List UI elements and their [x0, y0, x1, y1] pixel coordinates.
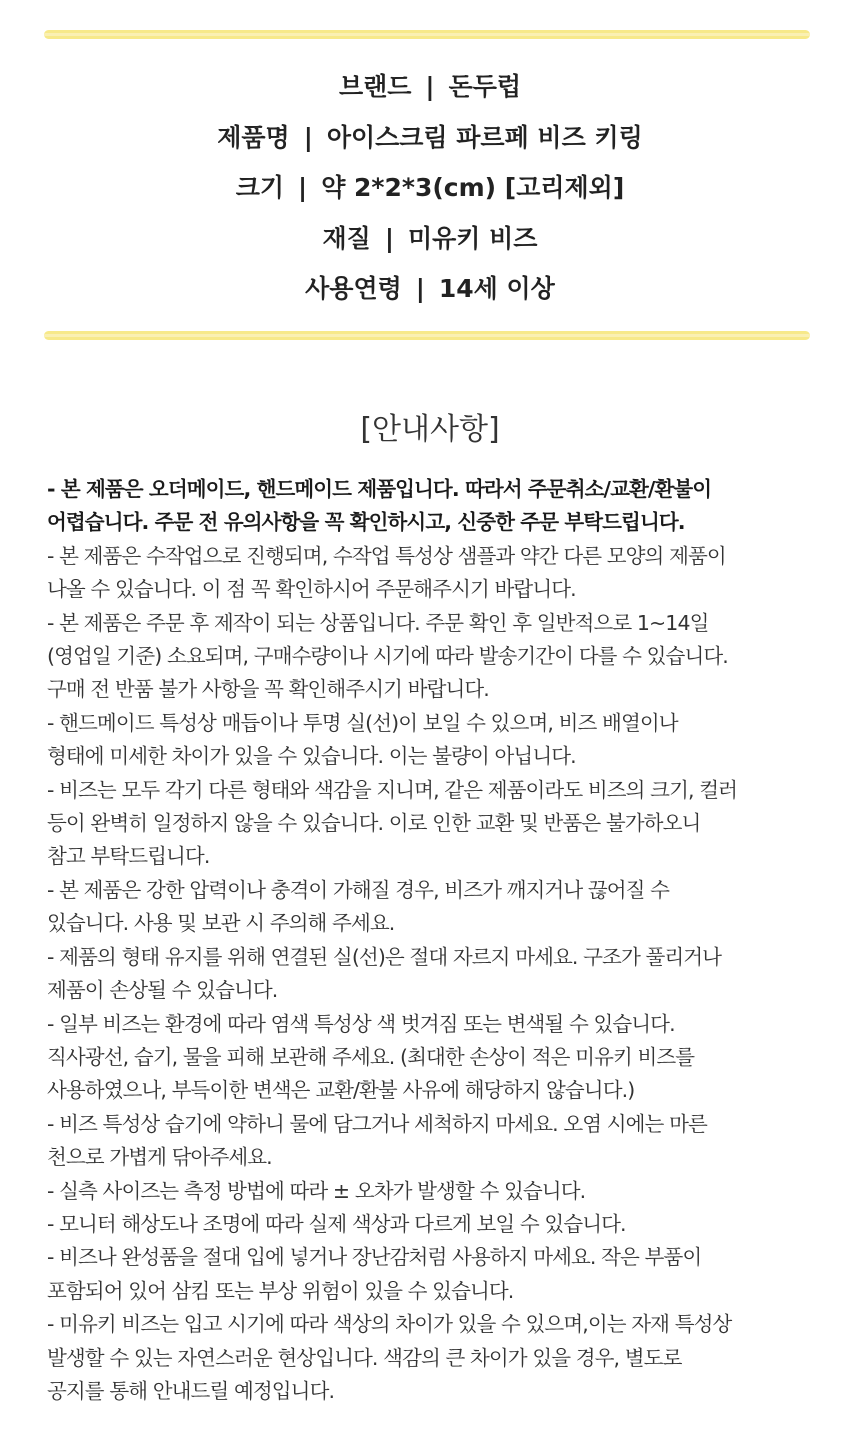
top-divider-brushstroke — [44, 30, 810, 39]
spec-row — [0, 214, 860, 265]
spec-separator: | — [298, 173, 308, 202]
notice-line: 참고 부탁드립니다. — [47, 844, 210, 869]
notice-line: 등이 완벽히 일정하지 않을 수 있습니다. 이로 인한 교환 및 반품은 불가하오니 — [47, 811, 701, 836]
notice-line: - 본 제품은 오더메이드, 핸드메이드 제품입니다. 따라서 주문취소/교환/환불이 — [47, 477, 712, 501]
notice-line: - 모니터 해상도나 조명에 따라 실제 색상과 다르게 보일 수 있습니다. — [47, 1211, 626, 1236]
notice-line: 발생할 수 있는 자연스러운 현상입니다. 색감의 큰 차이가 있을 경우, 별도로 — [47, 1345, 682, 1370]
notice-line: 천으로 가볍게 닦아주세요. — [47, 1145, 272, 1170]
spec-separator: | — [303, 122, 313, 152]
notice-line: 포함되어 있어 삼킴 또는 부상 위험이 있을 수 있습니다. — [47, 1278, 514, 1303]
spec-label: 크기 — [235, 173, 285, 202]
notice-line: - 제품의 형태 유지를 위해 연결된 실(선)은 절대 자르지 마세요. 구조가 풀리거나 — [47, 944, 722, 969]
notice-line: - 비즈 특성상 습기에 약하니 물에 담그거나 세척하지 마세요. 오염 시에는 마른 — [47, 1111, 707, 1136]
spec-separator: | — [425, 72, 435, 101]
notice-line: 구매 전 반품 불가 사항을 꼭 확인해주시기 바랍니다. — [47, 677, 489, 702]
spec-label: 재질 — [322, 223, 371, 253]
notice-line: 사용하였으나, 부득이한 변색은 교환/환불 사유에 해당하지 않습니다.) — [47, 1078, 635, 1103]
notice-list — [47, 473, 817, 1408]
notice-line: (영업일 기준) 소요되며, 구매수량이나 시기에 따라 발송기간이 다를 수 있습니다. — [47, 644, 728, 669]
notice-line: 나올 수 있습니다. 이 점 꼭 확인하시어 주문해주시기 바랍니다. — [47, 577, 576, 602]
notice-line: - 핸드메이드 특성상 매듭이나 투명 실(선)이 보일 수 있으며, 비즈 배열이나 — [47, 710, 678, 735]
product-spec-list — [0, 62, 860, 315]
spec-value: 미유키 비즈 — [407, 223, 538, 253]
spec-row — [0, 113, 860, 164]
notice-title: [안내사항] — [360, 412, 500, 447]
notice-line: - 미유키 비즈는 입고 시기에 따라 색상의 차이가 있을 수 있으며,이는 자재 특성상 — [47, 1312, 732, 1337]
spec-label: 제품명 — [217, 122, 290, 152]
notice-line: 공지를 통해 안내드릴 예정입니다. — [47, 1378, 335, 1403]
bottom-divider-brushstroke — [44, 331, 810, 340]
spec-separator: | — [384, 223, 394, 253]
spec-label: 사용연령 — [305, 274, 402, 303]
spec-row — [0, 264, 860, 315]
notice-line: - 일부 비즈는 환경에 따라 염색 특성상 색 벗겨짐 또는 변색될 수 있습니다. — [47, 1011, 675, 1036]
notice-line: 제품이 손상될 수 있습니다. — [47, 978, 278, 1003]
notice-line: - 본 제품은 주문 후 제작이 되는 상품입니다. 주문 확인 후 일반적으로 1~14일 — [47, 610, 709, 635]
notice-line: 있습니다. 사용 및 보관 시 주의해 주세요. — [47, 911, 395, 936]
notice-line: - 실측 사이즈는 측정 방법에 따라 ± 오차가 발생할 수 있습니다. — [47, 1178, 586, 1203]
spec-value: 약 2*2*3(cm) [고리제외] — [321, 173, 625, 202]
notice-line: 형태에 미세한 차이가 있을 수 있습니다. 이는 불량이 아닙니다. — [47, 744, 576, 769]
notice-line: 직사광선, 습기, 물을 피해 보관해 주세요. (최대한 손상이 적은 미유키 비즈를 — [47, 1044, 695, 1069]
notice-line: - 비즈나 완성품을 절대 입에 넣거나 장난감처럼 사용하지 마세요. 작은 부품이 — [47, 1245, 702, 1270]
spec-value: 아이스크림 파르페 비즈 키링 — [326, 122, 643, 152]
spec-label: 브랜드 — [338, 72, 412, 101]
spec-row — [0, 62, 860, 113]
spec-separator: | — [415, 274, 425, 303]
notice-line: 어렵습니다. 주문 전 유의사항을 꼭 확인하시고, 신중한 주문 부탁드립니다. — [47, 510, 685, 535]
spec-row — [0, 163, 860, 214]
notice-line: - 본 제품은 강한 압력이나 충격이 가해질 경우, 비즈가 깨지거나 끊어질 수 — [47, 877, 670, 902]
notice-line: - 비즈는 모두 각기 다른 형태와 색감을 지니며, 같은 제품이라도 비즈의 크기, 컬러 — [47, 777, 738, 802]
spec-value: 돈두럽 — [448, 72, 522, 101]
notice-line: - 본 제품은 수작업으로 진행되며, 수작업 특성상 샘플과 약간 다른 모양의 제품이 — [47, 543, 726, 568]
spec-value: 14세 이상 — [438, 274, 555, 303]
